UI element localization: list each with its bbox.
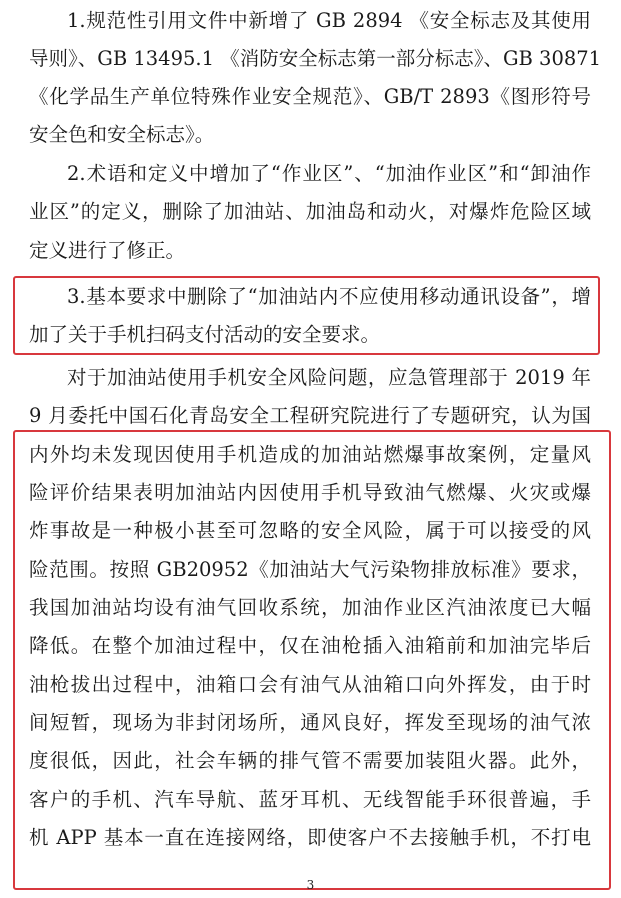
- page-number: 3: [306, 878, 315, 892]
- text-line: 内外均未发现因使用手机造成的加油站燃爆事故案例，定量风: [29, 443, 591, 466]
- text-line: 《化学品生产单位特殊作业安全规范》、GB/T 2893《图形符号: [29, 85, 591, 108]
- text-line: 3.基本要求中删除了“加油站内不应使用移动通讯设备”，增: [67, 285, 591, 308]
- text-line: 9 月委托中国石化青岛安全工程研究院进行了专题研究，认为国: [29, 404, 591, 427]
- text-line: 间短暂，现场为非封闭场所，通风良好，挥发至现场的油气浓: [29, 711, 591, 734]
- text-line: 导则》、GB 13495.1 《消防安全标志第一部分标志》、GB 30871: [29, 47, 602, 70]
- text-line: 加了关于手机扫码支付活动的安全要求。: [29, 323, 381, 346]
- text-line: 安全色和安全标志》。: [29, 123, 215, 146]
- text-line: 我国加油站均设有油气回收系统，加油作业区汽油浓度已大幅: [29, 596, 591, 619]
- text-line: 降低。在整个加油过程中，仅在油枪插入油箱前和加油完毕后: [29, 634, 591, 657]
- text-line: 业区”的定义，删除了加油站、加油岛和动火，对爆炸危险区域: [29, 200, 591, 223]
- text-line: 2.术语和定义中增加了“作业区”、“加油作业区”和“卸油作: [67, 162, 591, 185]
- text-line: 机 APP 基本一直在连接网络，即使客户不去接触手机，不打电: [29, 826, 591, 849]
- text-line: 险评价结果表明加油站内因使用手机导致油气燃爆、火灾或爆: [29, 481, 591, 504]
- text-line: 定义进行了修正。: [29, 239, 186, 262]
- text-line: 油枪拔出过程中，油箱口会有油气从油箱口向外挥发，由于时: [29, 673, 591, 696]
- text-line: 客户的手机、汽车导航、蓝牙耳机、无线智能手环很普遍，手: [29, 788, 591, 811]
- text-line: 1.规范性引用文件中新增了 GB 2894 《安全标志及其使用: [67, 9, 591, 32]
- text-line: 险范围。按照 GB20952《加油站大气污染物排放标准》要求，: [29, 558, 591, 581]
- text-line: 炸事故是一种极小甚至可忽略的安全风险，属于可以接受的风: [29, 519, 591, 542]
- text-line: 对于加油站使用手机安全风险问题，应急管理部于 2019 年: [67, 366, 591, 389]
- text-line: 度很低，因此，社会车辆的排气管不需要加装阻火器。此外，: [29, 749, 591, 772]
